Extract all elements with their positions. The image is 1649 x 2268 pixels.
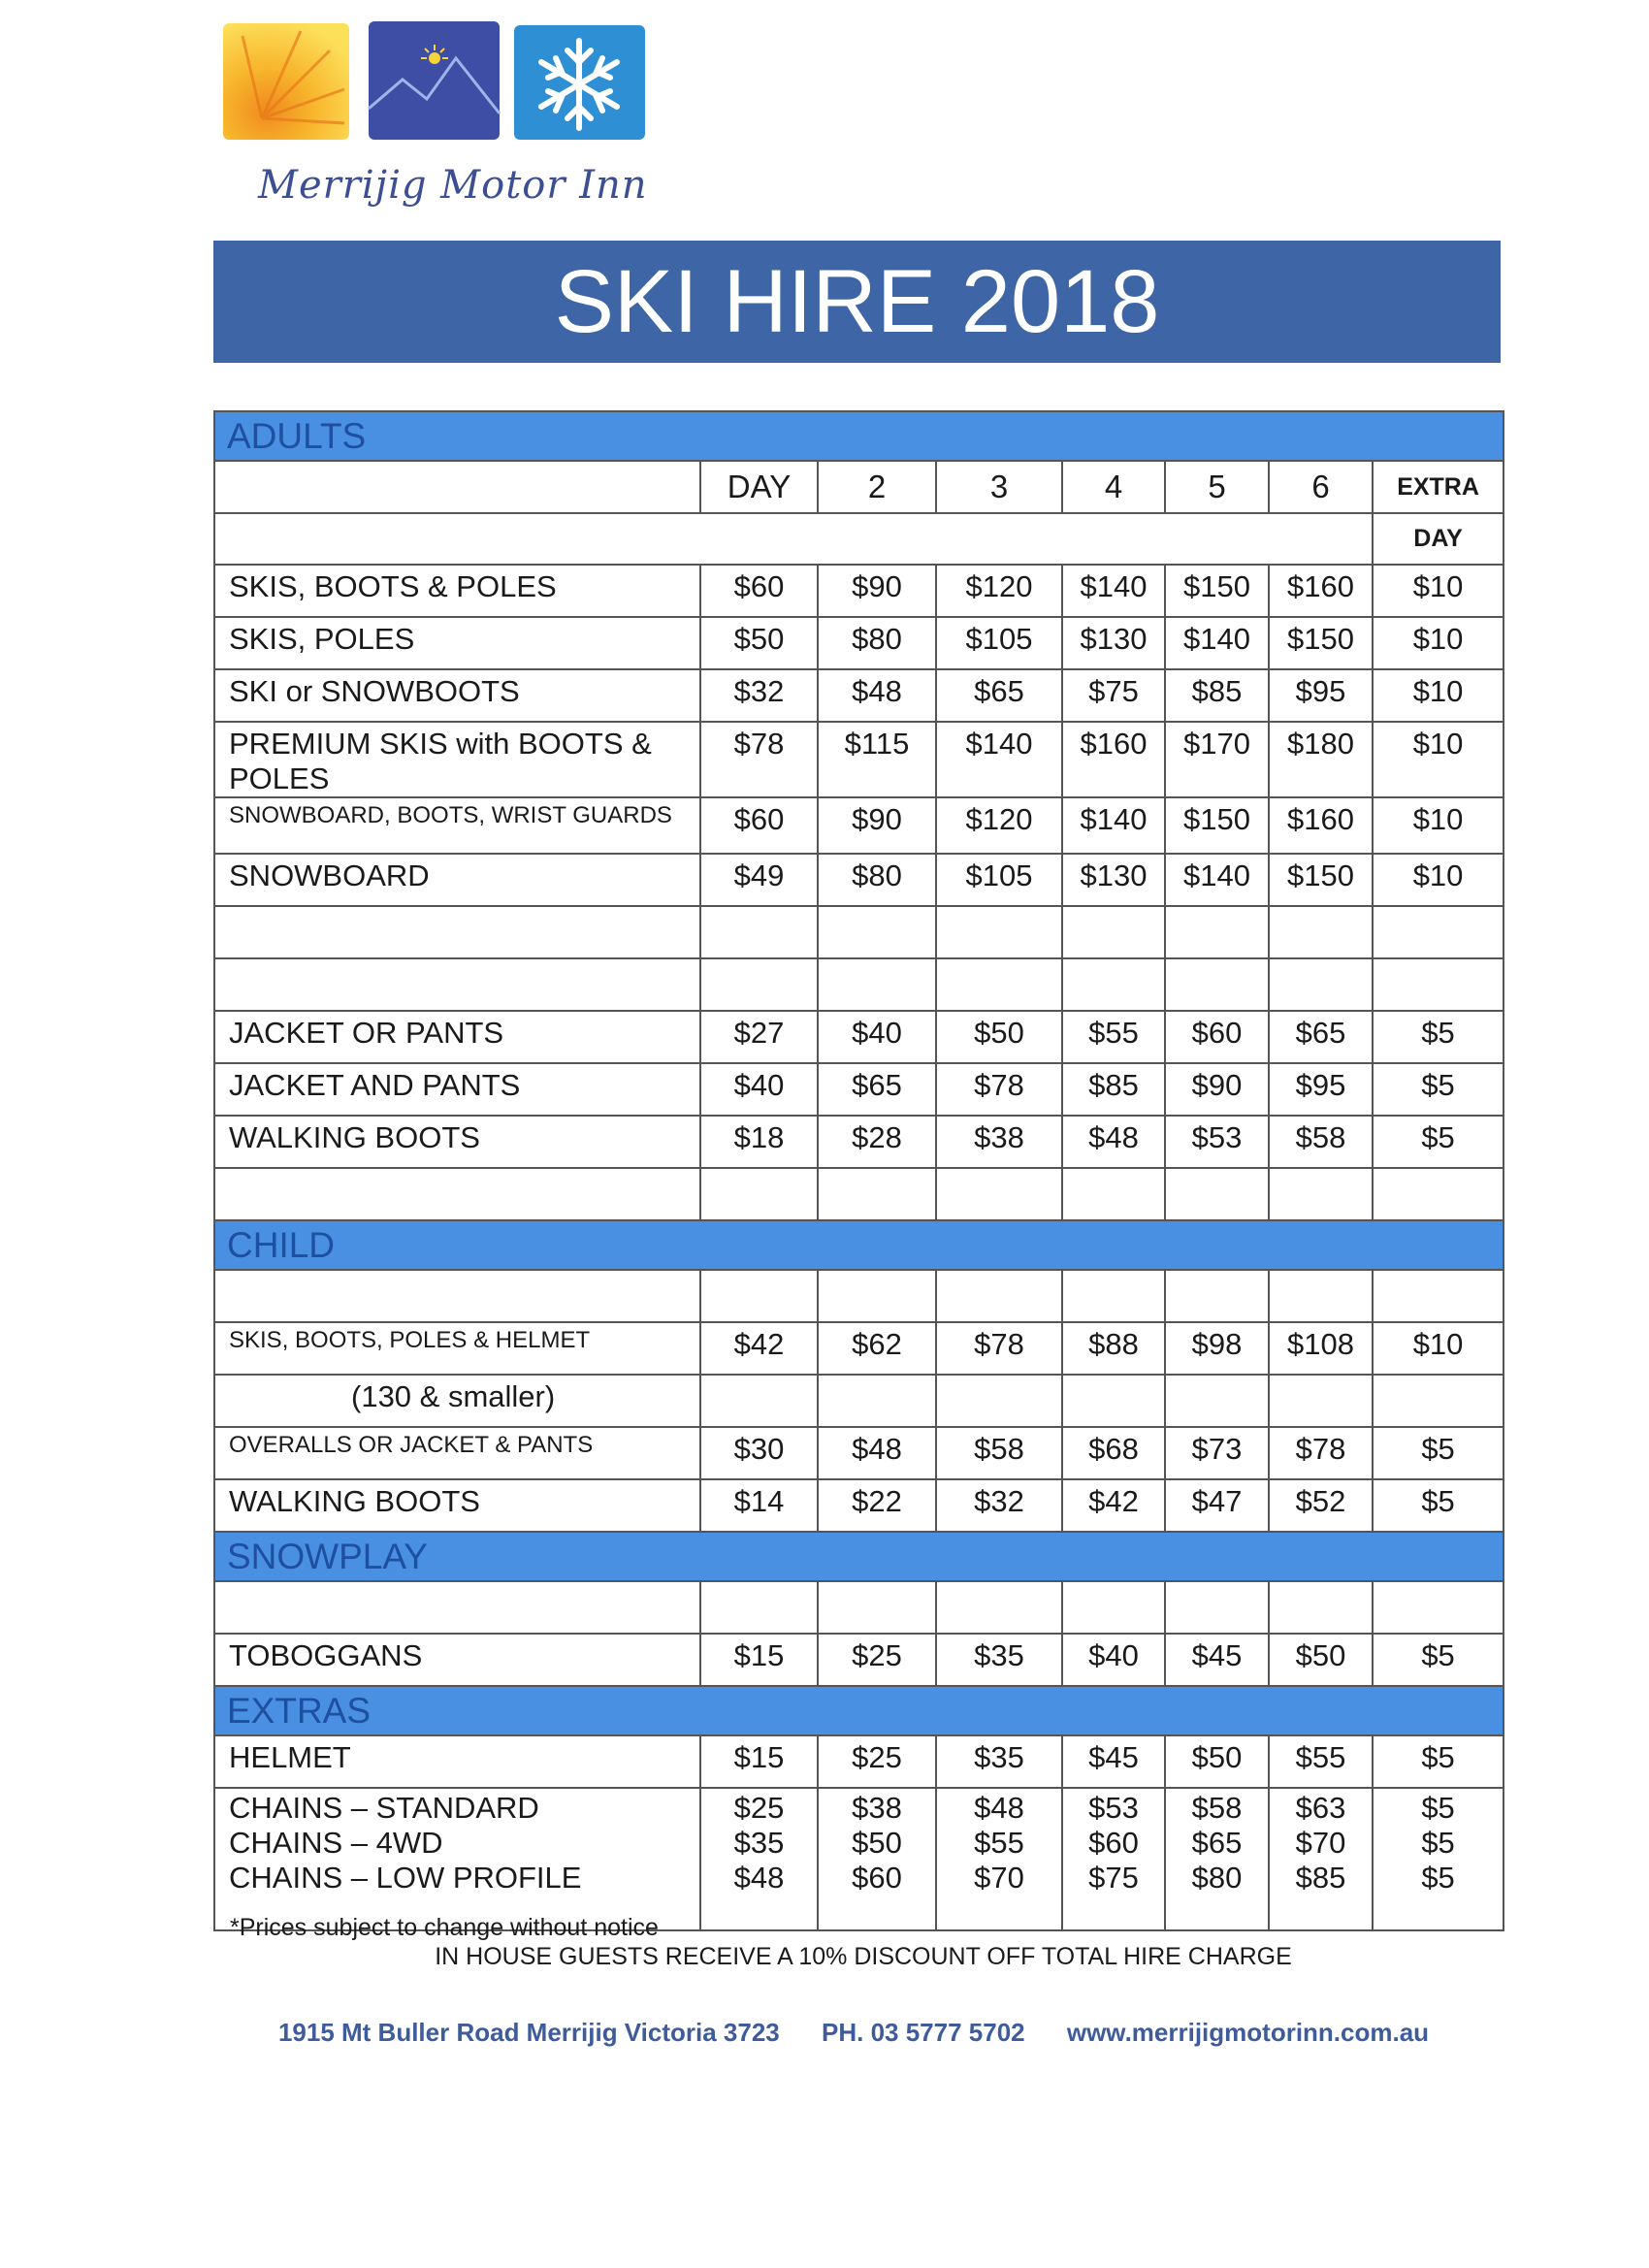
price-cell: $120 <box>936 797 1062 854</box>
price-cell: $14 <box>700 1479 818 1532</box>
column-header: 4 <box>1062 461 1165 513</box>
table-row <box>214 669 1504 722</box>
price-cell: $80 <box>818 854 936 906</box>
price-cell: $160 <box>1269 565 1373 617</box>
item-name: JACKET AND PANTS <box>214 1063 700 1116</box>
empty-cell <box>700 1375 818 1427</box>
price-cell: $85 <box>1062 1063 1165 1116</box>
empty-cell <box>818 906 936 958</box>
price-cell <box>818 1788 936 1930</box>
price: $70 <box>974 1861 1024 1895</box>
empty-cell <box>1062 1581 1165 1634</box>
price-cell <box>936 1788 1062 1930</box>
price-cell: $53 <box>1165 1116 1269 1168</box>
price-cell: $68 <box>1062 1427 1165 1479</box>
price-cell: $25 <box>818 1634 936 1686</box>
item-name: JACKET OR PANTS <box>214 1011 700 1063</box>
empty-cell <box>1269 1168 1373 1220</box>
price: $60 <box>1088 1826 1139 1860</box>
price-cell: $10 <box>1373 797 1504 854</box>
price-cell: $140 <box>936 722 1062 797</box>
column-header: 6 <box>1269 461 1373 513</box>
price: $70 <box>1295 1826 1346 1860</box>
price-cell: $65 <box>936 669 1062 722</box>
price-cell: $150 <box>1165 565 1269 617</box>
blank-row <box>214 906 1504 958</box>
price-cell: $30 <box>700 1427 818 1479</box>
price-cell: $10 <box>1373 669 1504 722</box>
mountain-tile <box>369 21 500 140</box>
price-cell <box>700 1788 818 1930</box>
table-row <box>214 565 1504 617</box>
empty-cell <box>1269 1375 1373 1427</box>
table-row <box>214 1063 1504 1116</box>
section-title: EXTRAS <box>214 1686 1504 1735</box>
empty-cell <box>1165 958 1269 1011</box>
brand-name: Merrijig Motor Inn <box>258 163 648 208</box>
price-cell: $88 <box>1062 1322 1165 1375</box>
price-cell: $40 <box>818 1011 936 1063</box>
empty-cell <box>214 1581 700 1634</box>
extras-rows <box>214 1735 1504 1930</box>
price-cell: $65 <box>818 1063 936 1116</box>
price: $5 <box>1421 1791 1455 1825</box>
website-link[interactable]: www.merrijigmotorinn.com.au <box>1066 2018 1430 2047</box>
empty-cell <box>1269 1270 1373 1322</box>
price: $48 <box>974 1791 1024 1825</box>
price-cell: $47 <box>1165 1479 1269 1532</box>
empty-cell <box>818 1375 936 1427</box>
price-cell: $160 <box>1269 797 1373 854</box>
column-header-extra: EXTRA <box>1373 461 1504 513</box>
column-header: DAY <box>700 461 818 513</box>
empty-cell <box>1165 1270 1269 1322</box>
price-cell: $60 <box>1165 1011 1269 1063</box>
price-cell: $73 <box>1165 1427 1269 1479</box>
page-title: SKI HIRE 2018 <box>213 241 1501 363</box>
price-cell: $170 <box>1165 722 1269 797</box>
price-cell: $90 <box>818 797 936 854</box>
price-cell: $130 <box>1062 617 1165 669</box>
item-name: SKIS, POLES <box>214 617 700 669</box>
table-row <box>214 1375 1504 1427</box>
price-cell: $108 <box>1269 1322 1373 1375</box>
item-name <box>214 1788 700 1930</box>
price: $75 <box>1088 1861 1139 1895</box>
price-cell: $40 <box>1062 1634 1165 1686</box>
price-cell: $27 <box>700 1011 818 1063</box>
section-title: CHILD <box>214 1220 1504 1270</box>
price: $58 <box>1191 1791 1243 1825</box>
price-cell: $75 <box>1062 669 1165 722</box>
table-row <box>214 1427 1504 1479</box>
empty-cell <box>1373 1375 1504 1427</box>
price-cell: $80 <box>818 617 936 669</box>
chain-item: CHAINS – LOW PROFILE <box>229 1861 582 1895</box>
table-row <box>214 1479 1504 1532</box>
empty-cell <box>1165 1168 1269 1220</box>
table-row-chains <box>214 1788 1504 1930</box>
section-adults <box>214 411 1504 461</box>
empty-cell <box>818 1168 936 1220</box>
item-name: SNOWBOARD, BOOTS, WRIST GUARDS <box>214 797 700 854</box>
price-cell: $130 <box>1062 854 1165 906</box>
price-cell: $52 <box>1269 1479 1373 1532</box>
empty-cell <box>1373 1581 1504 1634</box>
blank-row <box>214 958 1504 1011</box>
price-cell: $10 <box>1373 1322 1504 1375</box>
price-cell: $55 <box>1062 1011 1165 1063</box>
price-cell: $62 <box>818 1322 936 1375</box>
column-header: 5 <box>1165 461 1269 513</box>
price-cell <box>1165 1788 1269 1930</box>
item-name: SNOWBOARD <box>214 854 700 906</box>
table-row <box>214 854 1504 906</box>
price-cell: $58 <box>1269 1116 1373 1168</box>
price: $60 <box>852 1861 902 1895</box>
price-cell: $48 <box>818 1427 936 1479</box>
table-row <box>214 1634 1504 1686</box>
price: $35 <box>733 1826 785 1860</box>
price-cell: $5 <box>1373 1063 1504 1116</box>
price-cell: $22 <box>818 1479 936 1532</box>
price-cell: $60 <box>700 797 818 854</box>
price-cell: $10 <box>1373 565 1504 617</box>
price-cell: $78 <box>936 1322 1062 1375</box>
blank-row <box>214 1270 1504 1322</box>
price-cell: $120 <box>936 565 1062 617</box>
empty-cell <box>1165 1375 1269 1427</box>
column-header-extra-day: DAY <box>1373 513 1504 565</box>
address: 1915 Mt Buller Road Merrijig Victoria 3723 <box>277 2018 780 2047</box>
empty-cell <box>1165 906 1269 958</box>
item-name: SKIS, BOOTS & POLES <box>214 565 700 617</box>
empty-cell <box>1373 1168 1504 1220</box>
price-cell: $45 <box>1165 1634 1269 1686</box>
price-cell <box>1269 1788 1373 1930</box>
section-title: ADULTS <box>214 411 1504 461</box>
price-cell: $65 <box>1269 1011 1373 1063</box>
price-cell: $50 <box>936 1011 1062 1063</box>
price-table <box>213 410 1504 1931</box>
table-row <box>214 1735 1504 1788</box>
empty-cell <box>700 906 818 958</box>
price: $85 <box>1295 1861 1346 1895</box>
price: $48 <box>733 1861 785 1895</box>
section-extras <box>214 1686 1504 1735</box>
empty-cell <box>214 958 700 1011</box>
table-row <box>214 797 1504 854</box>
price-cell: $90 <box>1165 1063 1269 1116</box>
price-cell: $45 <box>1062 1735 1165 1788</box>
price-cell: $48 <box>1062 1116 1165 1168</box>
empty-cell <box>214 1168 700 1220</box>
price-cell: $42 <box>700 1322 818 1375</box>
empty-cell <box>1269 1581 1373 1634</box>
price: $25 <box>733 1791 785 1825</box>
section-child <box>214 1220 1504 1270</box>
item-name: WALKING BOOTS <box>214 1479 700 1532</box>
empty-cell <box>936 1168 1062 1220</box>
price-cell: $35 <box>936 1634 1062 1686</box>
small-sun <box>429 52 440 64</box>
price-cell: $140 <box>1165 854 1269 906</box>
price-cell: $5 <box>1373 1116 1504 1168</box>
empty-cell <box>700 1270 818 1322</box>
empty-cell <box>700 1581 818 1634</box>
empty-cell <box>700 958 818 1011</box>
empty-cell <box>1062 958 1165 1011</box>
guest-discount-note: IN HOUSE GUESTS RECEIVE A 10% DISCOUNT OFF TOTAL HIRE CHARGE <box>435 1943 1292 1970</box>
logo <box>223 21 650 206</box>
price-cell: $10 <box>1373 854 1504 906</box>
item-name: HELMET <box>214 1735 700 1788</box>
price-cell: $55 <box>1269 1735 1373 1788</box>
price-cell: $5 <box>1373 1011 1504 1063</box>
price: $65 <box>1191 1826 1243 1860</box>
child-rows <box>214 1270 1504 1532</box>
table-row <box>214 1322 1504 1375</box>
empty-cell <box>1062 1168 1165 1220</box>
contact-line <box>0 2018 1649 2048</box>
price-cell: $15 <box>700 1735 818 1788</box>
snowplay-rows <box>214 1581 1504 1686</box>
empty-cell <box>214 1270 700 1322</box>
item-name: WALKING BOOTS <box>214 1116 700 1168</box>
price-cell: $5 <box>1373 1479 1504 1532</box>
empty-cell <box>936 906 1062 958</box>
table-row <box>214 617 1504 669</box>
empty-cell <box>936 958 1062 1011</box>
price-cell: $49 <box>700 854 818 906</box>
price-cell: $5 <box>1373 1735 1504 1788</box>
price-cell: $115 <box>818 722 936 797</box>
price-cell: $150 <box>1165 797 1269 854</box>
price-cell: $58 <box>936 1427 1062 1479</box>
item-name: (130 & smaller) <box>214 1375 700 1427</box>
empty-cell <box>818 958 936 1011</box>
header-row <box>214 461 1504 513</box>
price-cell: $105 <box>936 617 1062 669</box>
price-cell: $38 <box>936 1116 1062 1168</box>
price-cell: $90 <box>818 565 936 617</box>
price-disclaimer: *Prices subject to change without notice <box>230 1914 659 1941</box>
empty-cell <box>1062 1375 1165 1427</box>
price-cell: $60 <box>700 565 818 617</box>
header-row-2 <box>214 513 1504 565</box>
price-cell: $160 <box>1062 722 1165 797</box>
item-name: PREMIUM SKIS with BOOTS & POLES <box>214 722 700 797</box>
chain-item: CHAINS – STANDARD <box>229 1791 539 1825</box>
price-cell: $95 <box>1269 669 1373 722</box>
column-header: 2 <box>818 461 936 513</box>
price-cell: $180 <box>1269 722 1373 797</box>
price-cell: $78 <box>936 1063 1062 1116</box>
price-cell: $5 <box>1373 1427 1504 1479</box>
price-cell: $140 <box>1062 797 1165 854</box>
price-cell <box>1373 1788 1504 1930</box>
adults-rows <box>214 565 1504 1220</box>
price: $55 <box>974 1826 1024 1860</box>
item-name: SKI or SNOWBOOTS <box>214 669 700 722</box>
price-cell: $98 <box>1165 1322 1269 1375</box>
empty-cell <box>1373 1270 1504 1322</box>
empty-cell <box>1373 906 1504 958</box>
price-cell: $15 <box>700 1634 818 1686</box>
table-row <box>214 1116 1504 1168</box>
price: $5 <box>1421 1826 1455 1860</box>
item-name: SKIS, BOOTS, POLES & HELMET <box>214 1322 700 1375</box>
empty-cell <box>1269 906 1373 958</box>
chain-item: CHAINS – 4WD <box>229 1826 443 1860</box>
price: $80 <box>1191 1861 1243 1895</box>
empty-cell <box>818 1581 936 1634</box>
item-name: TOBOGGANS <box>214 1634 700 1686</box>
price: $63 <box>1295 1791 1346 1825</box>
empty-cell <box>936 1375 1062 1427</box>
empty-cell <box>818 1270 936 1322</box>
price-cell: $78 <box>700 722 818 797</box>
table-row <box>214 1011 1504 1063</box>
empty-cell <box>1373 958 1504 1011</box>
price: $53 <box>1088 1791 1139 1825</box>
table-row <box>214 722 1504 797</box>
price-cell: $25 <box>818 1735 936 1788</box>
price-cell: $150 <box>1269 617 1373 669</box>
section-snowplay <box>214 1532 1504 1581</box>
price-cell: $5 <box>1373 1634 1504 1686</box>
empty-cell <box>936 1270 1062 1322</box>
price-cell: $50 <box>700 617 818 669</box>
price-cell: $50 <box>1269 1634 1373 1686</box>
item-name: OVERALLS OR JACKET & PANTS <box>214 1427 700 1479</box>
price-cell: $48 <box>818 669 936 722</box>
price-cell: $95 <box>1269 1063 1373 1116</box>
logo-mark <box>223 21 650 147</box>
empty-cell <box>700 1168 818 1220</box>
price-cell: $28 <box>818 1116 936 1168</box>
price-cell: $105 <box>936 854 1062 906</box>
section-title: SNOWPLAY <box>214 1532 1504 1581</box>
price-cell: $140 <box>1062 565 1165 617</box>
price-cell: $40 <box>700 1063 818 1116</box>
column-header: 3 <box>936 461 1062 513</box>
empty-cell <box>936 1581 1062 1634</box>
price-cell: $140 <box>1165 617 1269 669</box>
empty-cell <box>1269 958 1373 1011</box>
price-cell: $10 <box>1373 722 1504 797</box>
price-cell: $32 <box>936 1479 1062 1532</box>
price-cell: $18 <box>700 1116 818 1168</box>
empty-cell <box>1165 1581 1269 1634</box>
price-cell: $50 <box>1165 1735 1269 1788</box>
price-cell: $78 <box>1269 1427 1373 1479</box>
empty-cell <box>1062 906 1165 958</box>
price-cell: $10 <box>1373 617 1504 669</box>
phone-number: PH. 03 5777 5702 <box>822 2018 1025 2047</box>
price: $38 <box>852 1791 902 1825</box>
price: $50 <box>852 1826 902 1860</box>
blank-row <box>214 1581 1504 1634</box>
price-cell: $85 <box>1165 669 1269 722</box>
price-cell: $150 <box>1269 854 1373 906</box>
price-cell: $42 <box>1062 1479 1165 1532</box>
price: $5 <box>1421 1861 1455 1895</box>
price-cell: $32 <box>700 669 818 722</box>
empty-cell <box>1062 1270 1165 1322</box>
price-cell: $35 <box>936 1735 1062 1788</box>
blank-row <box>214 1168 1504 1220</box>
price-cell <box>1062 1788 1165 1930</box>
empty-cell <box>214 906 700 958</box>
